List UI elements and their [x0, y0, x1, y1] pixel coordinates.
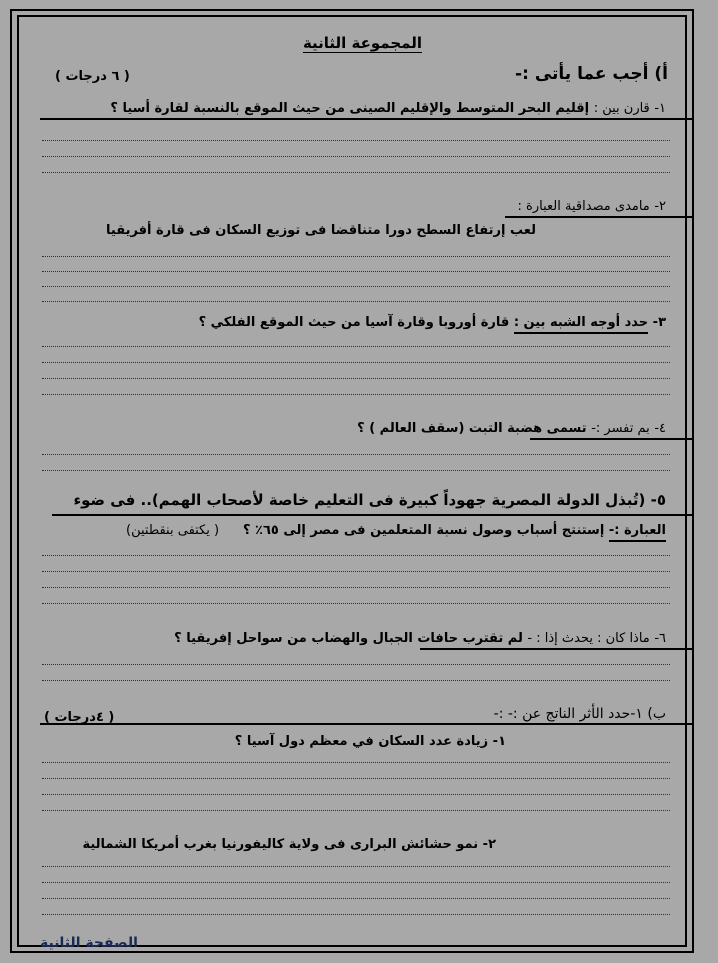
q4-underline [530, 438, 694, 440]
answer-line [42, 680, 670, 681]
answer-line [42, 778, 670, 779]
q5-line1: ٥- (تُبذل الدولة المصرية جهوداً كبيرة فى التعليم خاصة لأصحاب الهمم).. فى ضوء [73, 491, 666, 509]
q1-underline [40, 118, 694, 120]
q5-line2 [243, 524, 666, 537]
q2 [518, 200, 666, 213]
q5-note: ( يكتفى بنقطتين) [126, 523, 220, 538]
q3-num: ٣- [652, 315, 666, 330]
q6 [174, 632, 666, 645]
section-a-heading: أ) أجب عما يأتى :- [515, 64, 668, 84]
answer-line [42, 271, 670, 272]
b-q1: ١- زيادة عدد السكان في معظم دول آسيا ؟ [234, 734, 506, 749]
q1-num: ١- [654, 101, 666, 116]
answer-line [42, 794, 670, 795]
answer-line [42, 378, 670, 379]
answer-line [42, 555, 670, 556]
section-b-heading [494, 707, 666, 721]
q2-verb: مامدى مصداقية العبارة : [517, 199, 650, 214]
answer-line [42, 882, 670, 883]
inner-border [17, 15, 687, 947]
answer-line [42, 898, 670, 899]
q3 [199, 316, 666, 329]
answer-line [42, 256, 670, 257]
page-title: المجموعة الثانية [302, 34, 422, 52]
q6-underline [420, 648, 694, 650]
q6-text: لم تقترب حافات الجبال والهضاب من سواحل إفريقيا ؟ [174, 631, 523, 646]
q6-verb: ماذا كان : يحدث إذا : - [527, 631, 650, 646]
answer-line [42, 914, 670, 915]
answer-line [42, 470, 670, 471]
answer-line [42, 866, 670, 867]
q6-num: ٦- [654, 631, 666, 646]
answer-line [42, 762, 670, 763]
q4-verb: بم تفسر :- [591, 421, 650, 436]
answer-line [42, 301, 670, 302]
section-b-underline [40, 723, 694, 725]
section-b-marks: ( ٤درجات ) [44, 710, 115, 725]
q4-text: تسمى هضبة التبت (سقف العالم ) ؟ [357, 421, 587, 436]
q1-verb: قارن بين : [593, 101, 650, 116]
answer-line [42, 172, 670, 173]
section-b-heading-text: ب) ١-حدد الأثر الناتج عن :- :- [493, 706, 666, 722]
b-q2: ٢- نمو حشائش البرارى فى ولاية كاليفورنيا بغرب أمريكا الشمالية [82, 837, 496, 852]
answer-line [42, 571, 670, 572]
q4-num: ٤- [654, 421, 666, 436]
answer-line [42, 140, 670, 141]
answer-line [42, 603, 670, 604]
answer-line [42, 664, 670, 665]
q1 [110, 102, 666, 115]
q5-verb: العبارة :- [609, 523, 666, 542]
answer-line [42, 156, 670, 157]
answer-line [42, 587, 670, 588]
answer-line [42, 454, 670, 455]
answer-line [42, 286, 670, 287]
answer-line [42, 810, 670, 811]
q3-verb: حدد أوجه الشبه بين : [514, 315, 648, 334]
q2-num: ٢- [654, 199, 666, 214]
q2-text: لعب إرتفاع السطح دورا متناقضا فى توزيع السكان فى قارة أفريقيا [106, 223, 536, 238]
q1-text: إقليم البحر المتوسط والإقليم الصينى من حيث الموقع بالنسبة لقارة أسيا ؟ [110, 101, 590, 116]
answer-line [42, 346, 670, 347]
section-a-marks: ( ٦ درجات ) [55, 69, 130, 84]
answer-line [42, 394, 670, 395]
answer-line [42, 362, 670, 363]
q4 [357, 422, 666, 435]
q2-underline [505, 216, 694, 218]
page-footer: الصفحة الثانية [40, 935, 138, 951]
q5-text: إستنتج أسباب وصول نسبة المتعلمين فى مصر إلى ٦٥٪ ؟ [242, 523, 605, 538]
q5-underline [52, 514, 694, 516]
q3-text: قارة أوروبا وقارة آسيا من حيث الموقع الفلكي ؟ [198, 315, 510, 330]
